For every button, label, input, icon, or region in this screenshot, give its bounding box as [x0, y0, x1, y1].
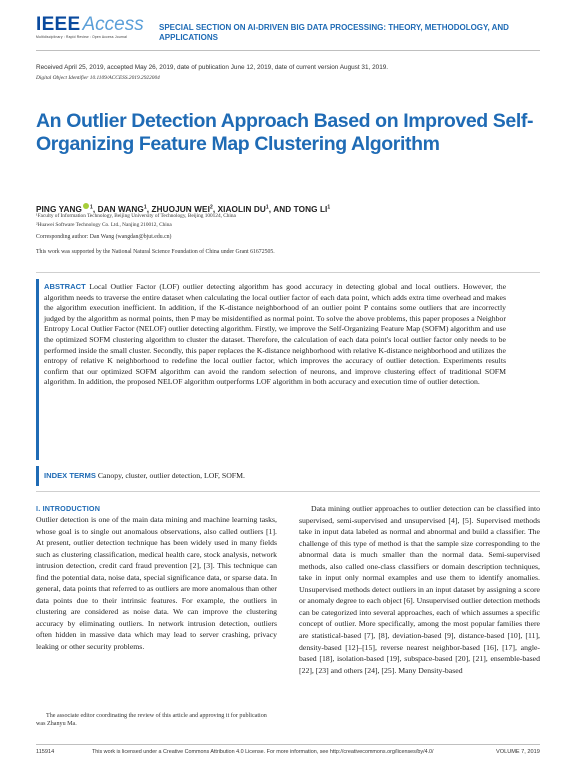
page-number: 115914 [36, 749, 55, 755]
intro-paragraph-2: Data mining outlier approaches to outlier detection can be classified into supervised, semi-supervised and unsupervised [4], [5]. Supervised methods take in input data labeled as normal and abnormal and build a classifier. The challenge of this type of method is that the sample size corresponding to the abnormal data is much smaller than the normal data. Semi-supervised methods, also called one-class classifiers or domain description techniques, take in input only normal examples and use them to identify anomalies. Unsupervised methods detect outliers in an input dataset by assigning a score or anomaly degree to each object [6]. Unsupervised outlier detection methods can be categorized into several approaches, each of which assumes a specific concept of outlier. More specifically, among the most popular families there are statistical-based [7], [8], deviation-based [9], distance-based [10], [11], density-based [12]–[15], reverse nearest neighbor-based [16], [17], angle-based [18], isolation-based [19], subspace-based [20], [21], ensemble-based [22], [23] and others [24], [25]. Many Density-based [299, 504, 540, 675]
header-divider [36, 50, 540, 51]
index-terms [44, 471, 245, 480]
affiliation-mark: 1 [327, 204, 331, 211]
corresponding-author: Corresponding author: Dan Wang (wangdan@bjut.edu.cn) [36, 234, 172, 240]
affiliation-mark: 1 [143, 204, 147, 211]
affiliation-2: ²Huawei Software Technology Co. Ltd., Nanjing 210012, China [36, 222, 172, 228]
intro-paragraph-1: Outlier detection is one of the main data mining and machine learning tasks, whose goal is to single out anomalous observations, also called outliers [1]. At present, outlier detection technique has been widely used in many fields such as clustering classification, medical health care, stock analysis, network intrusion detection, credit card fraud prevention [2], [3]. This technique can find the potential data, noise data, special significance data, or sparse data. In general, data points that referred to as outliers are more anomalous than other data points due to their intrinsic features. For example, the outliers in clustering are considered as noise data. We can improve the clustering accuracy by eliminating outliers. In network intrusion detection, outliers often hidden in massive data which may lead to server crashing, privacy leaking or other security problems. [36, 515, 277, 652]
volume-label: VOLUME 7, 2019 [496, 749, 540, 755]
index-terms-accent-bar [36, 466, 39, 486]
doi: Digital Object Identifier 10.1109/ACCESS.2019.2922004 [36, 75, 160, 81]
author-list: PING YANG $^1$, DAN WANG$^1$, ZHUOJUN WEI$^2$, XIAOLIN $DU^1$, AND TONG $LI^1$ [36, 204, 331, 214]
logo-tagline: Multidisciplinary : Rapid Review : Open Access Journal [36, 35, 128, 39]
orcid-icon[interactable] [83, 203, 89, 209]
section-heading: I. INTRODUCTION [36, 504, 101, 513]
author-name: XIAOLIN DU [217, 205, 266, 214]
index-terms-text: Canopy, cluster, outlier detection, LOF, SOFM. [97, 471, 245, 480]
abstract-divider-top [36, 272, 540, 273]
logo-ieee-text: IEEE [36, 14, 81, 35]
paper-title: An Outlier Detection Approach Based on Improved Self-Organizing Feature Map Clustering Algorithm [36, 110, 534, 155]
left-column [36, 503, 277, 653]
index-terms-label: INDEX TERMS [44, 471, 96, 480]
funding-statement: This work was supported by the National Natural Science Foundation of China under Grant 61672505. [36, 249, 275, 255]
abstract-label: ABSTRACT [44, 282, 86, 291]
footer-divider [36, 744, 540, 745]
abstract-accent-bar [36, 279, 39, 460]
affiliation-mark: 1 [89, 204, 93, 211]
author-name: PING YANG [36, 205, 82, 214]
affiliation-mark: 1 [265, 204, 269, 211]
right-column [299, 503, 540, 676]
abstract-divider-bottom [36, 491, 540, 492]
author-name: ZHUOJUN WEI [151, 205, 210, 214]
affiliation-1: ¹Faculty of Information Technology, Beijing University of Technology, Beijing 100124, China [36, 213, 236, 219]
editor-footnote: The associate editor coordinating the review of this article and approving it for publication was Zhanyu Ma. [36, 713, 267, 728]
author-name: DAN WANG [97, 205, 144, 214]
logo-access-text: Access [82, 14, 144, 35]
author-name: AND TONG LI [273, 205, 328, 214]
abstract-body [44, 282, 506, 388]
license-notice[interactable]: This work is licensed under a Creative Commons Attribution 4.0 License. For more information, see http://creativecommons.org/licenses/by/4.0/ [92, 749, 434, 755]
abstract-text: Local Outlier Factor (LOF) outlier detecting algorithm has good accuracy in detecting global and local outliers. However, the algorithm needs to traverse the entire dataset when calculating the local outlier factor of each data point, which adds extra time overhead and makes the algorithm execution inefficient. In addition, if the K-distance neighborhood of an outlier point P contains some outliers that are incorrectly judged by the algorithm as normal points, then P may be misidentified as normal point. To solve the above problems, this paper proposes a Neighbor Entropy Local Outlier Factor (NELOF) outlier detecting algorithm. Firstly, we improve the Self-Organizing Feature Map (SOFM) algorithm and use the optimized SOFM clustering algorithm to cluster the dataset. Therefore, the calculation of each data point's local outlier factor only needs to be performed inside the small cluster. Secondly, this paper replaces the K-distance neighborhood with relative K-distance neighborhood and utilizes the entropy of relative K neighborhood to redefine the local outlier factor, which improves the accuracy of outlier detection. Experiments results confirm that our optimized SOFM algorithm can avoid the random selection of neurons, and improve clustering effect of traditional SOFM algorithm. In addition, the proposed NELOF algorithm outperforms LOF algorithm in both accuracy and execution time of outlier detection. [44, 282, 507, 387]
publication-dates: Received April 25, 2019, accepted May 26, 2019, date of publication June 12, 2019, date of current version August 31, 2019. [36, 64, 389, 71]
special-section-heading: SPECIAL SECTION ON AI-DRIVEN BIG DATA PROCESSING: THEORY, METHODOLOGY, AND APPLICATIONS [159, 23, 509, 42]
affiliation-mark: 2 [209, 204, 213, 211]
abstract-section [36, 279, 540, 460]
index-terms-section [36, 466, 540, 486]
